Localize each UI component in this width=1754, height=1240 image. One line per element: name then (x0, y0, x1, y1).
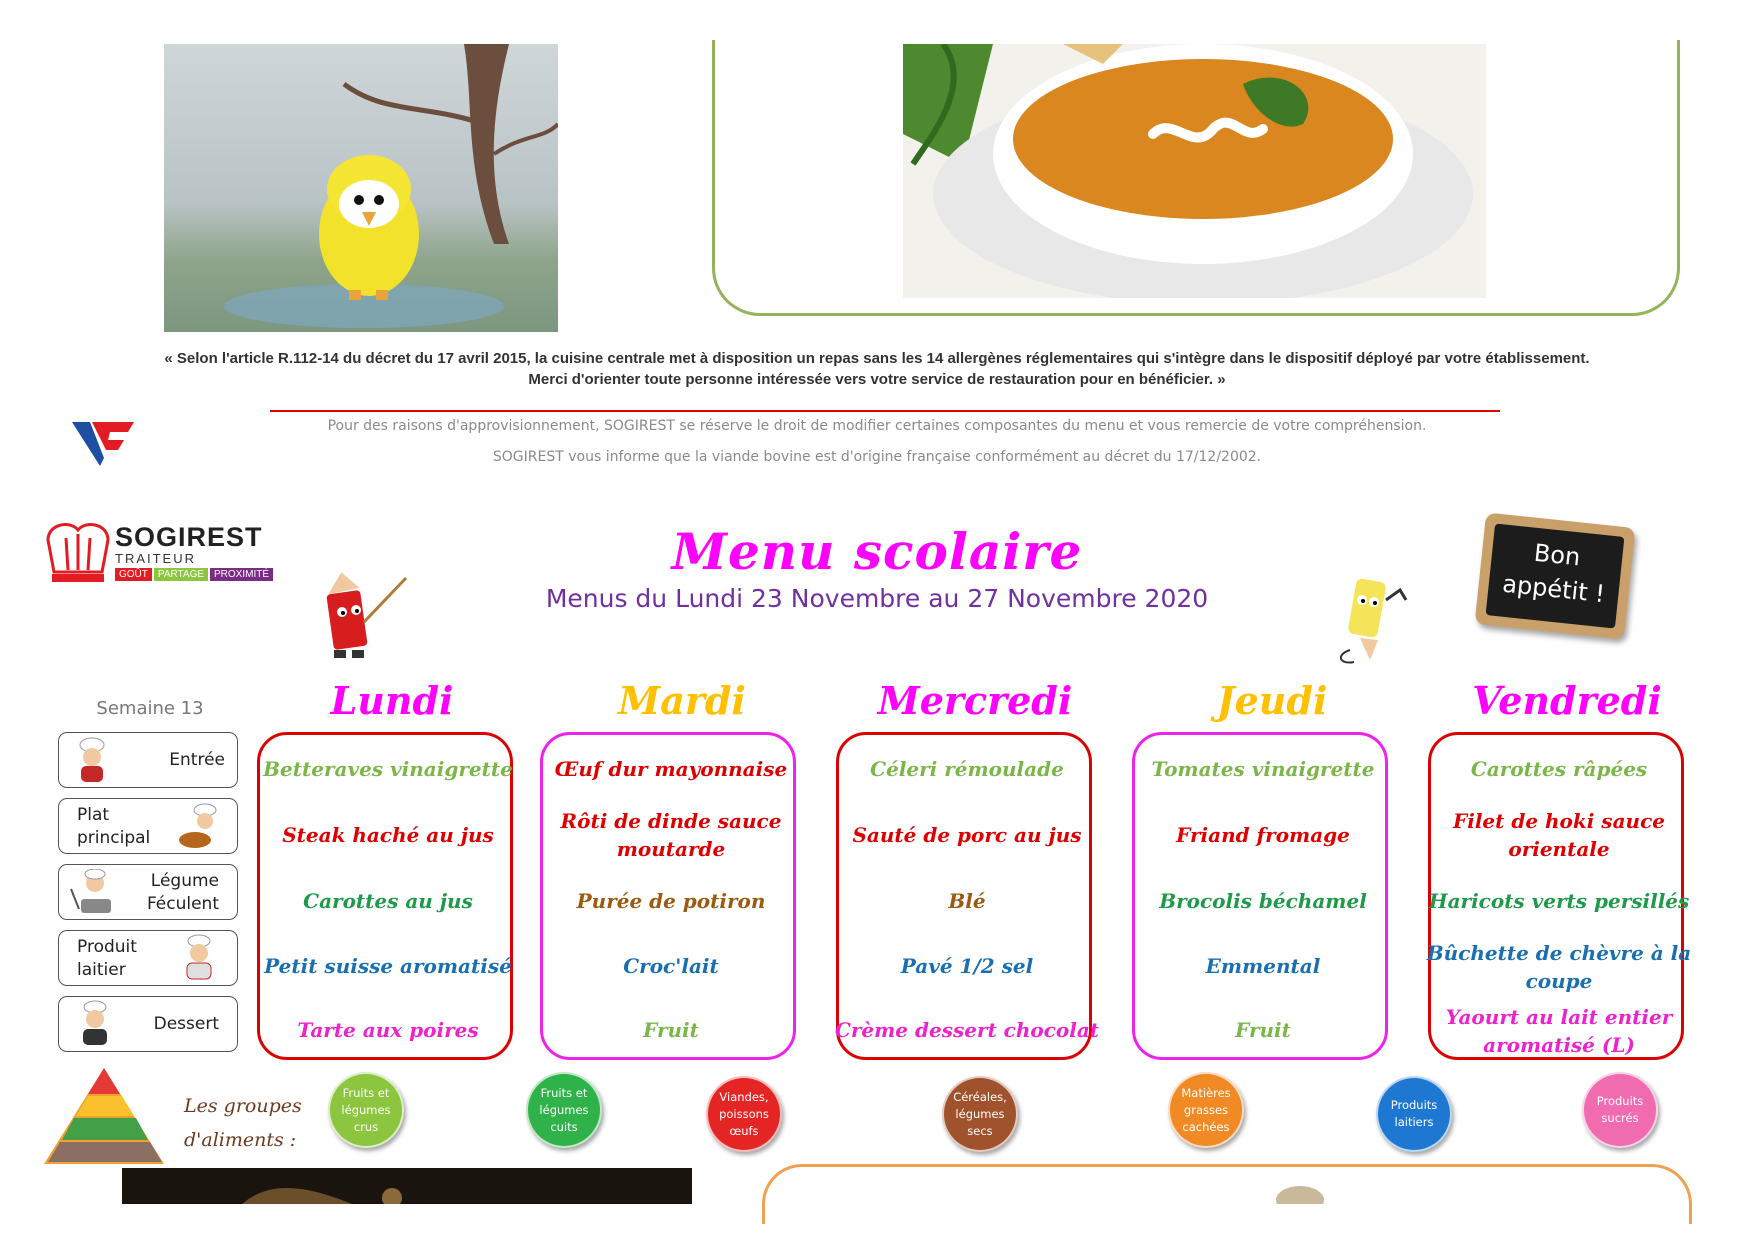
week-label: Semaine 13 (96, 698, 204, 719)
category-label: Dessert (153, 1014, 219, 1034)
category-label: Entrée (169, 750, 225, 770)
dish-plat: Filet de hoki sauce orientale (1453, 809, 1665, 861)
group-line2: sucrés (1601, 1111, 1639, 1125)
dish-plat: Steak haché au jus (282, 823, 494, 847)
dish-laitier: Emmental (1205, 954, 1321, 978)
day-menu-jeudi (1132, 732, 1388, 1060)
dish-legume: Brocolis béchamel (1159, 889, 1367, 913)
category-dessert (58, 996, 238, 1052)
day-name-mercredi: Mercredi (877, 678, 1073, 723)
bottom-partial-icon (1270, 1180, 1330, 1204)
dish-laitier: Pavé 1/2 sel (900, 954, 1034, 978)
category-label-line2: principal (77, 828, 151, 848)
group-line2: légumes (539, 1102, 589, 1117)
group-line1: Fruits et (540, 1085, 588, 1100)
dish-dessert: Yaourt au lait entier aromatisé (L) (1445, 1005, 1673, 1057)
group-line1: Fruits et (342, 1085, 390, 1100)
food-group-viandes-poissons-oeufs (706, 1076, 782, 1152)
group-line2: légumes (955, 1106, 1005, 1121)
group-line1: Produits (1390, 1098, 1438, 1112)
group-line2: légumes (341, 1102, 391, 1117)
dish-plat: Rôti de dinde sauce moutarde (560, 809, 782, 861)
category-label-line2: Féculent (146, 894, 219, 914)
dish-legume: Haricots verts persillés (1428, 889, 1690, 913)
food-group-produits-laitiers (1376, 1076, 1452, 1152)
day-name-lundi: Lundi (330, 678, 454, 723)
category-legume-feculent (58, 864, 238, 920)
dish-plat: Sauté de porc au jus (852, 823, 1082, 847)
group-line3: secs (967, 1123, 993, 1138)
brand-name: SOGIREST (115, 522, 263, 552)
dish-plat: Friand fromage (1176, 823, 1350, 847)
dish-entree: Betteraves vinaigrette (263, 757, 513, 781)
bon-appetit-chalkboard (1475, 512, 1636, 639)
dish-legume: Blé (948, 889, 986, 913)
dish-laitier: Croc'lait (623, 954, 719, 978)
dish-dessert: Fruit (643, 1018, 699, 1042)
bottom-dark-photo (122, 1168, 692, 1204)
food-groups-label-line1: Les groupes (184, 1095, 302, 1117)
category-plat-principal (58, 798, 238, 854)
chef-roast-icon (177, 802, 227, 854)
food-group-produits-sucres (1582, 1072, 1658, 1148)
chef-cheese-icon (175, 934, 223, 986)
red-divider (270, 410, 1500, 412)
red-pencil-mascot-icon (320, 572, 410, 664)
menu-title: Menu scolaire (671, 522, 1083, 581)
group-line1: Céréales, (953, 1089, 1007, 1104)
dish-entree: Carottes râpées (1470, 757, 1648, 781)
category-label-line2: laitier (77, 960, 126, 980)
soup-illustration-svg (903, 44, 1486, 298)
dish-dessert: Tarte aux poires (297, 1018, 479, 1042)
dish-entree: Œuf dur mayonnaise (554, 757, 788, 781)
dish-laitier: Bûchette de chèvre à la coupe (1426, 941, 1692, 993)
group-line3: cuits (550, 1119, 578, 1134)
bottom-orange-frame (762, 1164, 1692, 1224)
group-line1: Viandes, (719, 1089, 769, 1104)
dish-entree: Céleri rémoulade (870, 757, 1064, 781)
food-pyramid-icon (42, 1066, 166, 1166)
allergen-notice-line1: « Selon l'article R.112-14 du décret du 17 avril 2015, la cuisine centrale met à disposition un repas sans les 14 allergènes réglementaires qui s'intègre dans le dispositif déployé par votre établissement. (164, 350, 1590, 367)
dish-entree: Tomates vinaigrette (1151, 757, 1375, 781)
allergen-notice-line2: Merci d'orienter toute personne intéressée vers votre service de restauration pour en bénéficier. » (528, 371, 1226, 388)
beef-origin-text: SOGIREST vous informe que la viande bovine est d'origine française conformément au décret du 17/12/2002. (492, 449, 1262, 465)
group-line2: poissons (719, 1106, 769, 1121)
category-label-line1: Plat (77, 805, 110, 825)
brand-tag-3: PROXIMITÉ (210, 568, 273, 581)
penguin-rain-illustration (164, 44, 558, 332)
category-produit-laitier (58, 930, 238, 986)
category-label-line1: Produit (77, 937, 137, 957)
dish-dessert: Crème dessert chocolat (834, 1018, 1100, 1042)
food-group-fruits-legumes-cuits (526, 1072, 602, 1148)
category-entree (58, 732, 238, 788)
group-line3: cachées (1182, 1119, 1230, 1134)
cook-pot-icon (67, 869, 117, 921)
brand-tag-1: GOÛT (115, 568, 152, 581)
supply-info-text: Pour des raisons d'approvisionnement, SOGIREST se réserve le droit de modifier certaines composantes du menu et vous remercie de votre compréhension. (327, 418, 1427, 434)
group-line2: grasses (1183, 1102, 1229, 1117)
dish-legume: Carottes au jus (303, 889, 473, 913)
group-line1: Matières (1181, 1085, 1231, 1100)
chef-icon (69, 737, 115, 787)
yellow-pencil-mascot-icon (1330, 570, 1414, 666)
chalkboard-line1: Bon (1532, 538, 1582, 572)
group-line3: œufs (729, 1123, 759, 1138)
dish-dessert: Fruit (1235, 1018, 1291, 1042)
chalkboard-surface (1486, 523, 1625, 628)
chef-cake-icon (75, 1000, 119, 1052)
food-groups-label (184, 1089, 302, 1157)
day-menu-lundi (257, 732, 513, 1060)
category-label-line1: Légume (150, 871, 219, 891)
brand-tag-2: PARTAGE (154, 568, 208, 581)
penguin-illustration-svg (164, 44, 558, 332)
soup-photo (903, 44, 1486, 298)
dish-laitier: Petit suisse aromatisé (264, 954, 512, 978)
group-line1: Produits (1596, 1094, 1644, 1108)
chalkboard-line2: appétit ! (1501, 569, 1607, 609)
food-group-fruits-legumes-crus (328, 1072, 404, 1148)
food-group-cereales-legumes-secs (942, 1076, 1018, 1152)
dish-legume: Purée de potiron (576, 889, 766, 913)
food-group-matieres-grasses (1168, 1072, 1244, 1148)
day-menu-mardi (540, 732, 796, 1060)
menu-date-range: Menus du Lundi 23 Novembre au 27 Novembre 2020 (545, 584, 1209, 613)
day-name-mardi: Mardi (618, 678, 746, 723)
group-line3: crus (353, 1119, 379, 1134)
brand-subtitle: TRAITEUR (115, 551, 196, 566)
food-groups-label-line2: d'aliments : (184, 1129, 297, 1151)
group-line2: laitiers (1394, 1115, 1434, 1129)
day-menu-vendredi (1426, 732, 1692, 1060)
day-menu-mercredi (834, 732, 1100, 1060)
day-name-vendredi: Vendredi (1472, 678, 1662, 723)
day-name-jeudi: Jeudi (1216, 678, 1328, 723)
